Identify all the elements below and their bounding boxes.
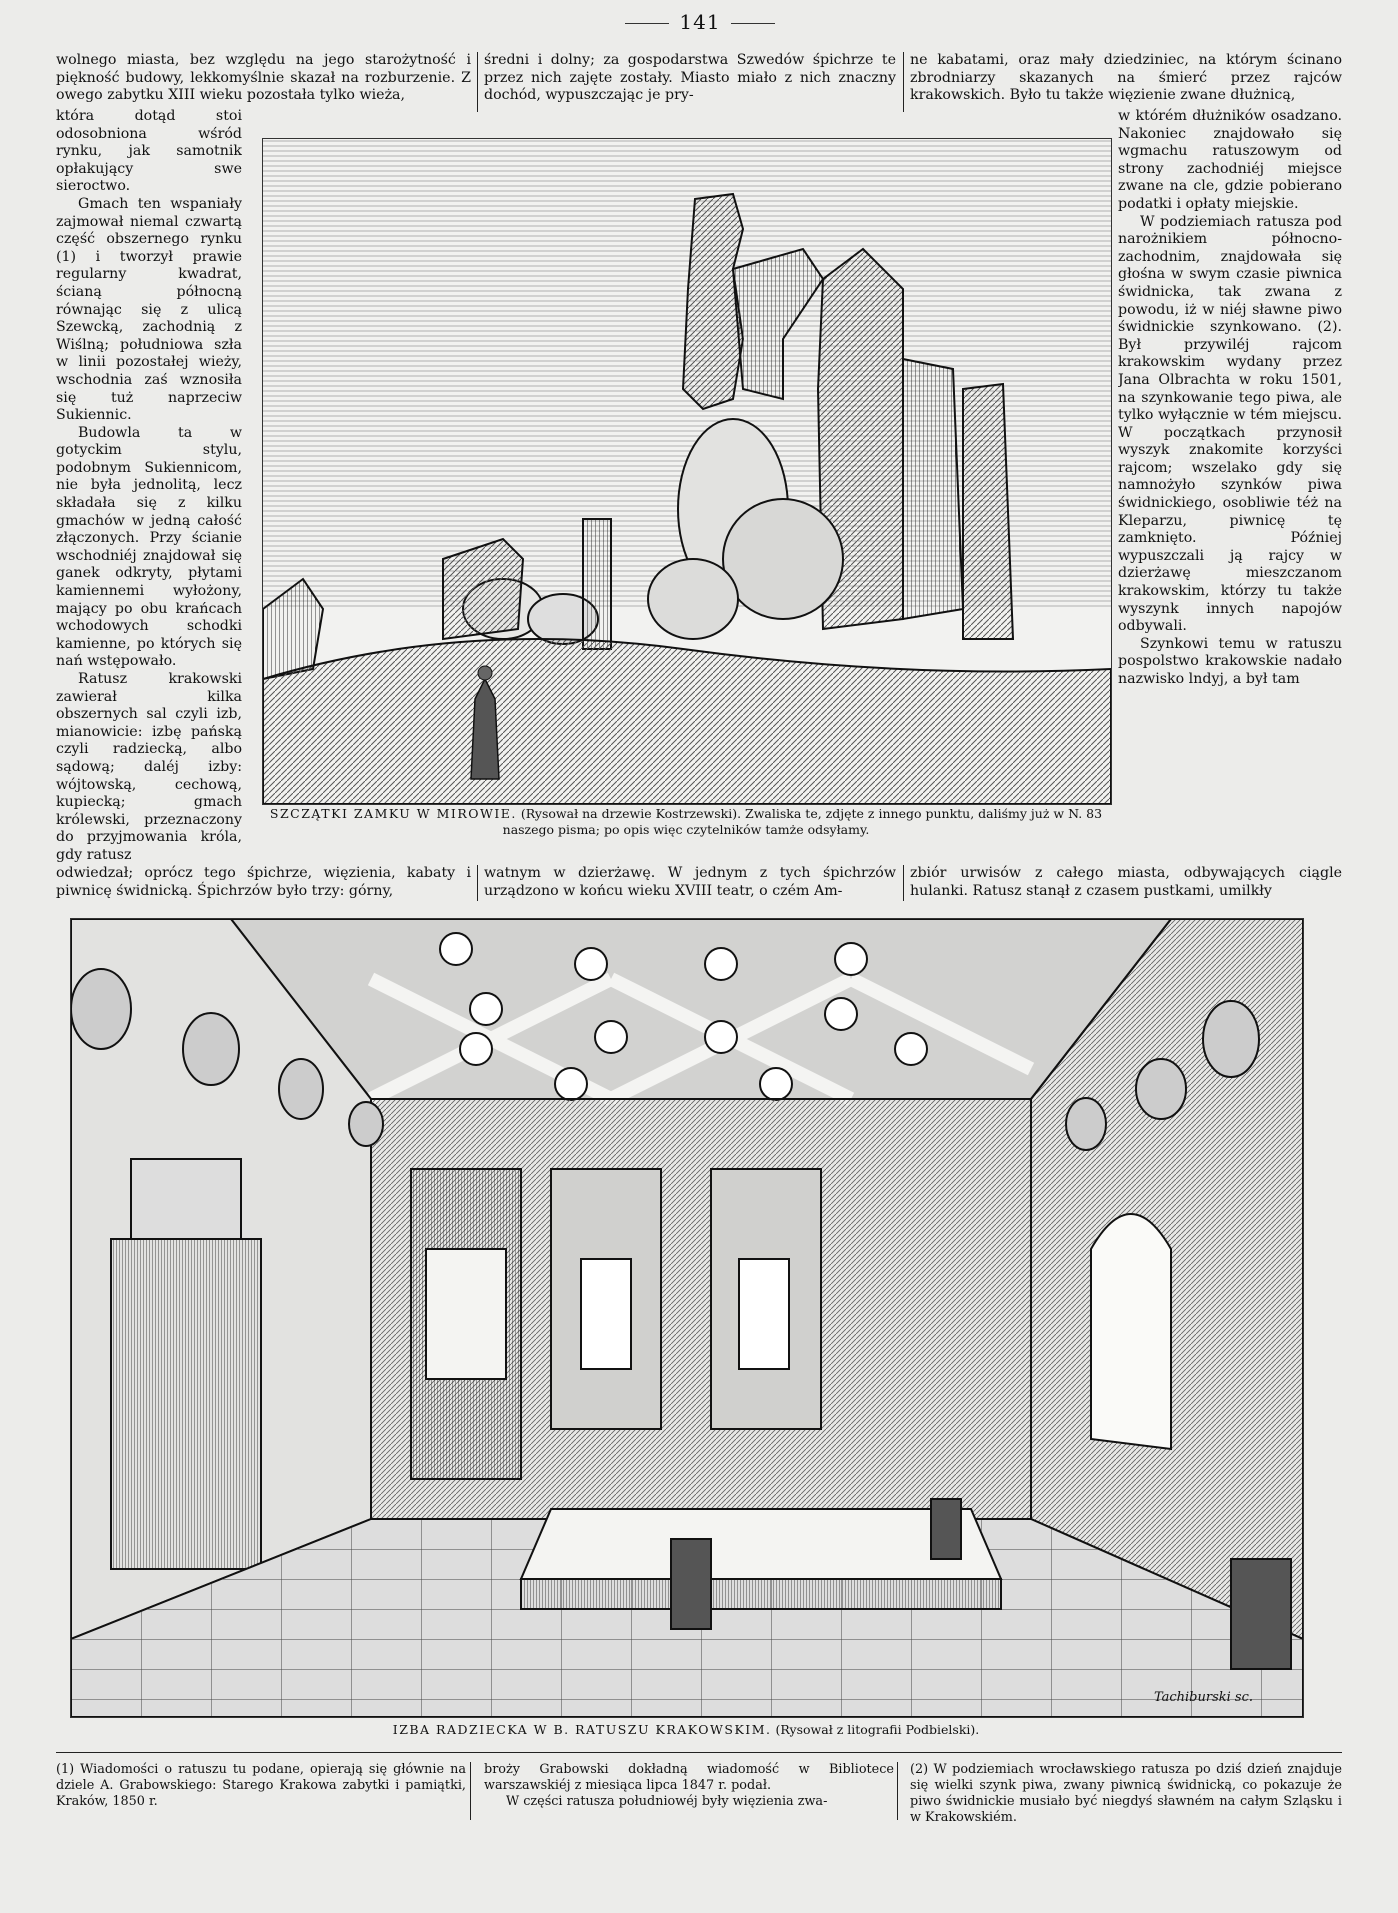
figure1-caption <box>262 806 1110 846</box>
paragraph: Budowla ta w gotyckim stylu, podobnym Sukiennicom, nie była jednolitą, lecz składała się z kilku gmachów w jedną całość złączonych. Przy ścianie wschodniéj znajdował się ganek odkryty, płytami kamiennemi wyłożony, mający po obu krańcach wchodowych schodki kamienne, po których się nań wstępowało. <box>56 424 242 670</box>
paragraph: Ratusz krakowski zawierał kilka obszernych sal czyli izb, mianowicie: izbę pańską czyli radziecką, albo sądową; daléj izby: wójtowską, cechową, kupiecką; gmach królewski, przeznaczony do przyjmowania króla, gdy ratusz <box>56 671 242 863</box>
paragraph: W części ratusza południowéj były więzienia zwa- <box>506 1794 828 1809</box>
column1-wrapped-text <box>56 108 242 864</box>
column3-top-text: ne kabatami, oraz mały dziedziniec, na którym ścinano zbrodniarzy skazanych na śmierć przez rajców krakowskich. Było tu także więzienie zwane dłużnicą, <box>910 52 1342 104</box>
column-rule <box>903 865 904 901</box>
column-rule <box>470 1762 471 1820</box>
column3-bottom-text: zbiór urwisów z całego miasta, odbywających ciągle hulanki. Ratusz stanął z czasem pustkami, umilkły <box>910 865 1342 899</box>
column1-bottom-text: odwiedzał; oprócz tego śpichrze, więzienia, kabaty i piwnicę świdnicką. Śpichrzów było trzy: górny, <box>56 865 471 899</box>
column2-top-text: średni i dolny; za gospodarstwa Szwedów śpichrze te przez nich zajęte zostały. Miasto miało z nich znaczny dochód, wypuszczając je pry- <box>484 52 896 104</box>
paragraph: w którém dłużników osadzano. Nakoniec znajdowało się wgmachu ratuszowym od strony zachodniéj miejsce zwane na cle, gdzie pobierano podatki i opłaty miejskie. <box>1118 108 1342 212</box>
council-chamber-engraving <box>70 918 1304 1718</box>
page-number: 141 <box>600 10 800 34</box>
figure1-caption-title: SZCZĄTKI ZAMKU W MIROWIE. <box>269 806 517 821</box>
footnote-1: (1) Wiadomości o ratuszu tu podane, opierają się głównie na dziele A. Grabowskiego: Starego Krakowa zabytki i pamiątki, Kraków, 1850 r. <box>56 1762 466 1809</box>
column1-top-text: wolnego miasta, bez względu na jego starożytność i piękność budowy, lekkomyślnie skazał na rozburzenie. Z owego zabytku XIII wieku pozostała tylko wieża, <box>56 52 471 104</box>
paragraph: broży Grabowski dokładną wiadomość w Bibliotece warszawskiéj z miesiąca lipca 1847 r. podał. <box>484 1762 894 1793</box>
figure2-caption <box>70 1722 1302 1742</box>
column2-bottom-text: watnym w dzierżawę. W jednym z tych śpichrzów urządzono w końcu wieku XVIII teatr, o czém Am- <box>484 865 896 899</box>
column3-wrapped-text <box>1118 108 1342 864</box>
footnote-separator <box>56 1752 1342 1753</box>
column-rule <box>477 865 478 901</box>
paragraph: Gmach ten wspaniały zajmował niemal czwartą część obszernego rynku (1) i tworzył prawie regularny kwadrat, ścianą północną równając się z ulicą Szewcką, zachodnią z Wiślną; południowa szła w linii pozostałej wieży, wschodnia zaś wznosiła się tuż naprzeciw Sukiennic. <box>56 195 242 424</box>
column-rule <box>903 52 904 112</box>
column-rule <box>477 52 478 112</box>
figure2-caption-title: IZBA RADZIECKA W B. RATUSZU KRAKOWSKIM. <box>392 1722 772 1737</box>
column2-continuation-text <box>484 1762 894 1842</box>
column-rule <box>897 1762 898 1820</box>
figure1-caption-text: (Rysował na drzewie Kostrzewski). Zwaliska te, zdjęte z innego punktu, daliśmy już w N. 83 naszego pisma; po opis więc czytelników tamże odsyłamy. <box>502 806 1103 837</box>
footnote-2: (2) W podziemiach wrocławskiego ratusza po dziś dzień znajduje się wielki szynk piwa, zwany piwnicą świdnicką, co pokazuje że piwo świdnickie musiało być niegdyś sławném na całym Szląsku i w Krakowskiém. <box>910 1762 1342 1825</box>
engraver-signature: Tachiburski sc. <box>1153 1690 1253 1705</box>
castle-ruins-engraving <box>262 138 1112 805</box>
paragraph: która dotąd stoi odosobniona wśród rynku, jak samotnik opłakujący swe sieroctwo. <box>56 108 242 195</box>
paragraph: W podziemiach ratusza pod narożnikiem północno-zachodnim, znajdowała się głośna w swym czasie piwnica świdnicka, tak zwana z powodu, iż w niéj sławne piwo świdnickie szynkowano. (2). Był przywiléj rajcom krakowskim wydany przez Jana Olbrachta w roku 1501, na szynkowanie tego piwa, ale tylko wyłącznie w tém miejscu. W początkach przynosił wyszyk znakomite korzyści rajcom; wszelako gdy się namnożyło szynków piwa świdnickiego, osobliwie téż na Kleparzu, piwnicę tę zamknięto. Później wypuszczali ją rajcy w dzierżawę mieszczanom krakowskim, którzy tu także wyszynk innych napojów odbywali. <box>1118 213 1342 635</box>
paragraph: Szynkowi temu w ratuszu pospolstwo krakowskie nadało nazwisko lndyj, a był tam <box>1118 635 1342 687</box>
figure2-caption-text: (Rysował z litografii Podbielski). <box>775 1722 980 1737</box>
